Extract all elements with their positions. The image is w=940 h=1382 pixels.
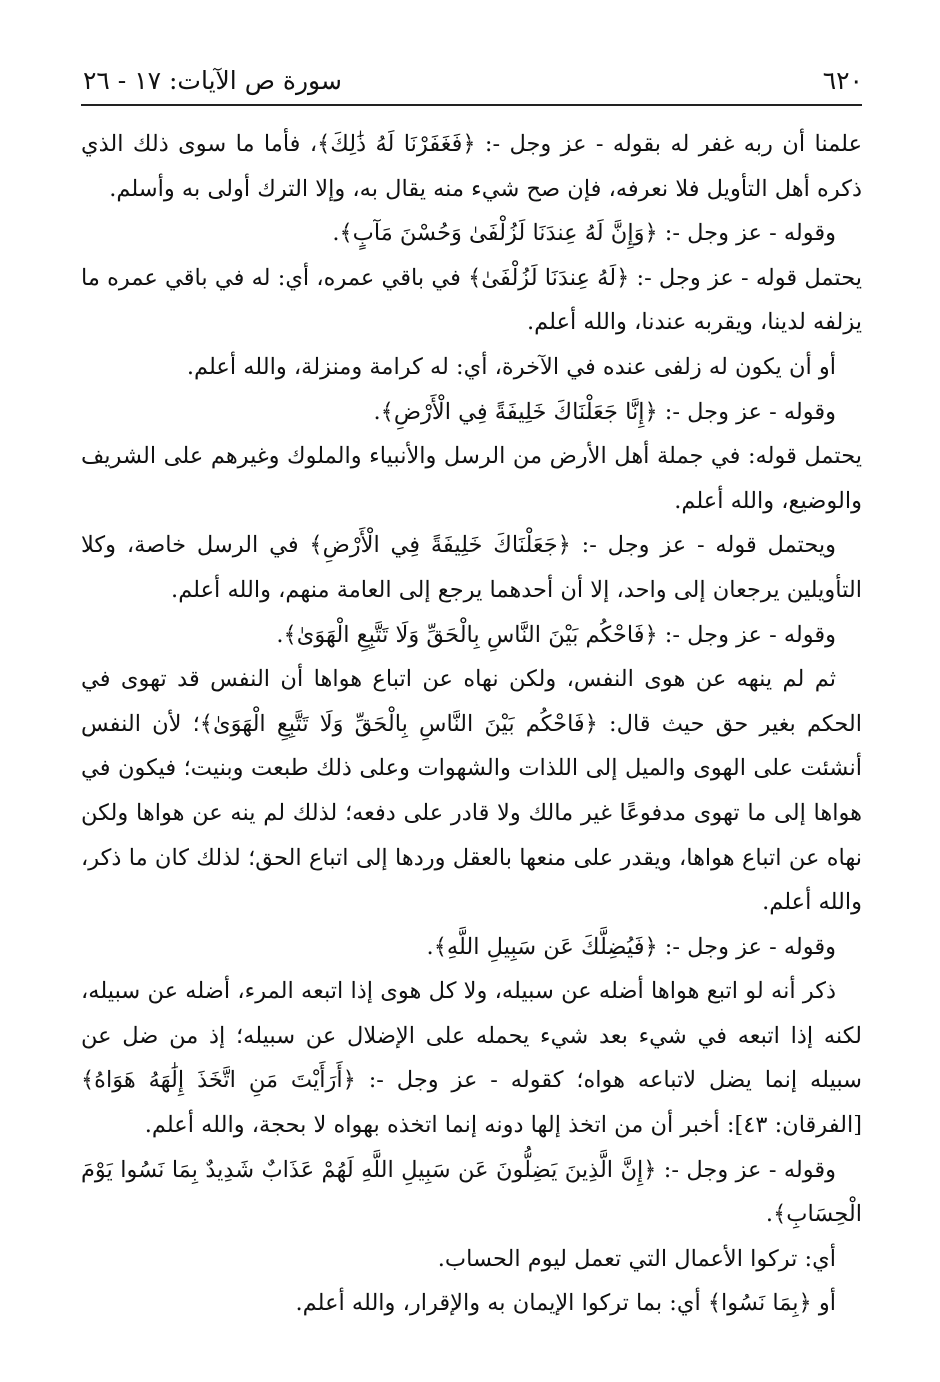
paragraph-9: ثم لم ينهه عن هوى النفس، ولكن نهاه عن اتباع هواها أن النفس قد تهوى في الحكم بغير حق حيث قال: ﴿فَاحْكُم بَيْنَ النَّاسِ بِالْحَقِّ وَلَا تَتَّبِعِ الْهَوَىٰ﴾؛ لأن النفس أنشئت على الهوى والميل إلى اللذات والشهوات وعلى ذلك طبعت وبنيت؛ فيكون في هواها إلى ما تهوى مدفوعًا غير مالك ولا قادر على دفعه؛ لذلك لم ينه عن هواها ولكن نهاه عن اتباع هواها، ويقدر على منعها بالعقل وردها إلى اتباع الحق؛ لذلك كان ما ذكر، والله أعلم. [81, 666, 862, 916]
paragraph-13: أي: تركوا الأعمال التي تعمل ليوم الحساب. [437, 1245, 836, 1272]
paragraph-1: علمنا أن ربه غفر له بقوله - عز وجل -: ﴿فَغَفَرْنَا لَهُ ذَٰلِكَ﴾، فأما ما سوى ذلك الذي ذكره أهل التأويل فلا نعرفه، فإن صح شيء منه يقال به، وإلا الترك أولى به وأسلم. [81, 131, 862, 202]
paragraph-7: ويحتمل قوله - عز وجل -: ﴿جَعَلْنَاكَ خَلِيفَةً فِي الْأَرْضِ﴾ في الرسل خاصة، وكلا التأويلين يرجعان إلى واحد، إلا أن أحدهما يرجع إلى العامة منهم، والله أعلم. [81, 532, 862, 603]
surah-title: سورة ص الآيات: ١٧ - ٢٦ [83, 65, 342, 95]
header-divider [81, 104, 862, 106]
paragraph-5: وقوله - عز وجل -: ﴿إِنَّا جَعَلْنَاكَ خَلِيفَةً فِي الْأَرْضِ﴾. [373, 398, 836, 425]
paragraph-2: وقوله - عز وجل -: ﴿وَإِنَّ لَهُ عِندَنَا لَزُلْفَىٰ وَحُسْنَ مَآبٍ﴾. [332, 220, 836, 247]
paragraph-4: أو أن يكون له زلفى عنده في الآخرة، أي: له كرامة ومنزلة، والله أعلم. [186, 353, 836, 380]
paragraph-10: وقوله - عز وجل -: ﴿فَيُضِلَّكَ عَن سَبِيلِ اللَّهِ﴾. [426, 933, 836, 960]
paragraph-3: يحتمل قوله - عز وجل -: ﴿لَهُ عِندَنَا لَزُلْفَىٰ﴾ في باقي عمره، أي: له في باقي عمره ما يزلفه لدينا، ويقربه عندنا، والله أعلم. [81, 264, 862, 336]
paragraph-8: وقوله - عز وجل -: ﴿فَاحْكُم بَيْنَ النَّاسِ بِالْحَقِّ وَلَا تَتَّبِعِ الْهَوَىٰ﴾. [276, 621, 836, 648]
paragraph-6: يحتمل قوله: في جملة أهل الأرض من الرسل والأنبياء والملوك وغيرهم على الشريف والوضيع، والله أعلم. [81, 443, 862, 514]
page-body [81, 122, 862, 1326]
running-header [83, 62, 863, 98]
paragraph-12: وقوله - عز وجل -: ﴿إِنَّ الَّذِينَ يَضِلُّونَ عَن سَبِيلِ اللَّهِ لَهُمْ عَذَابٌ شَدِيدٌ بِمَا نَسُوا يَوْمَ الْحِسَابِ﴾. [81, 1156, 862, 1228]
page-number: ٦٢٠ [822, 65, 863, 95]
paragraph-14: أو ﴿بِمَا نَسُوا﴾ أي: بما تركوا الإيمان به والإقرار، والله أعلم. [295, 1290, 836, 1317]
paragraph-11: ذكر أنه لو اتبع هواها أضله عن سبيله، ولا كل هوى إذا اتبعه المرء، أضله عن سبيله، لكنه إذا اتبعه في شيء بعد شيء يحمله على الإضلال عن سبيله؛ إذ من ضل عن سبيله إنما يضل لاتباعه هواه؛ كقوله - عز وجل -: ﴿أَرَأَيْتَ مَنِ اتَّخَذَ إِلَٰهَهُ هَوَاهُ﴾ [الفرقان: ٤٣]: أخبر أن من اتخذ إلها دونه إنما اتخذه بهواه لا بحجة، والله أعلم. [81, 978, 862, 1139]
